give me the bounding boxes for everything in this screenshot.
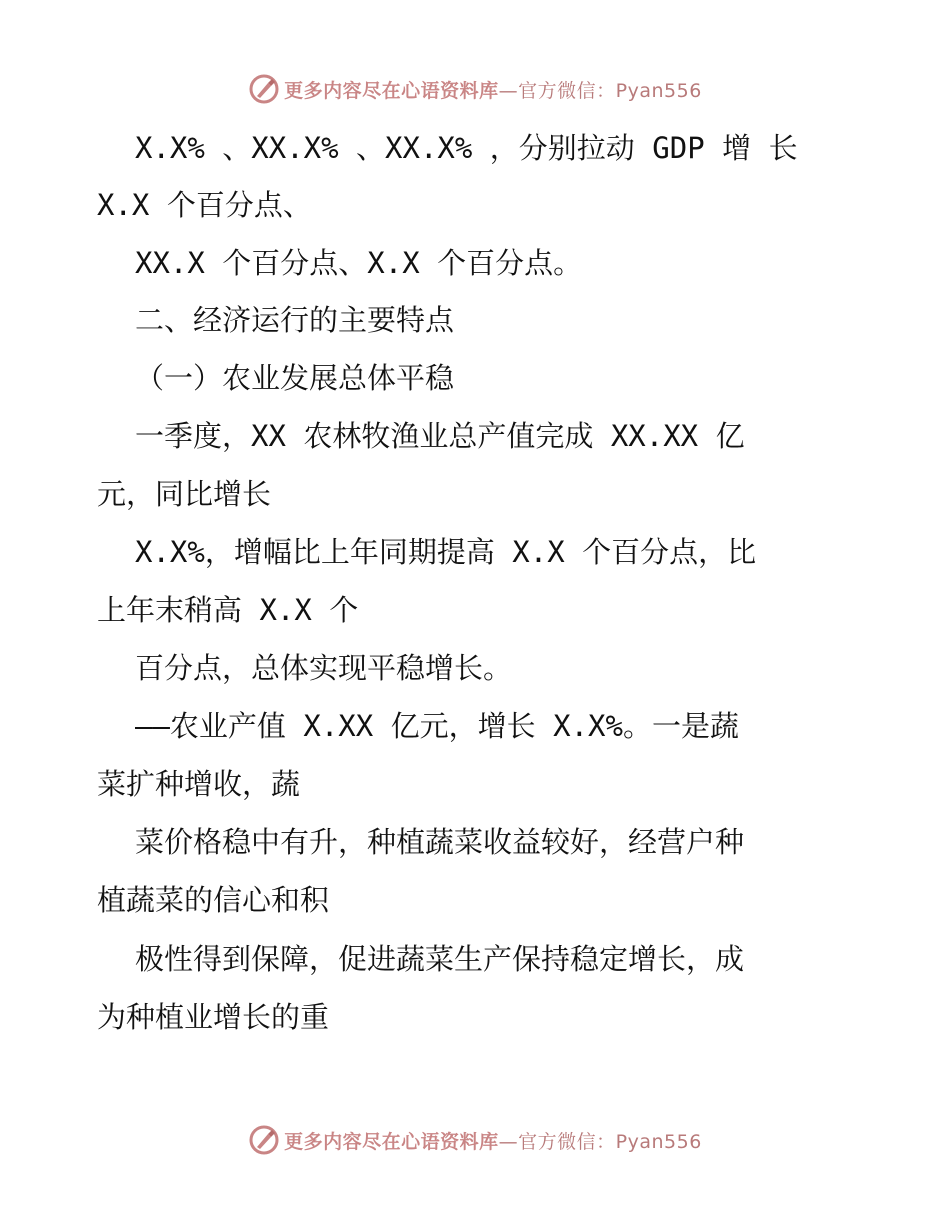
pen-logo-icon [248,1124,280,1156]
text-line: 一季度，XX 农林牧渔业总产值完成 XX.XX 亿 [135,419,745,453]
subsection-heading: （一）农业发展总体平稳 [135,361,455,395]
text-line: 为种植业增长的重 [97,1000,330,1034]
header-watermark [0,72,950,106]
text-line: 上年末稍高 X.X 个 [97,593,359,627]
watermark-text: 更多内容尽在心语资料库—官方微信：Pyan556 [284,79,702,102]
text-line: XX.X 个百分点、X.X 个百分点。 [135,246,583,280]
footer-watermark [0,1123,950,1157]
text-line: X.X 个百分点、 [97,188,312,222]
text-line: 百分点，总体实现平稳增长。 [135,651,513,685]
text-line: 植蔬菜的信心和积 [97,883,330,917]
text-line: 极性得到保障，促进蔬菜生产保持稳定增长，成 [135,942,745,976]
text-line: X.X% 、XX.X% 、XX.X% ，分别拉动 GDP 增 长 [135,131,798,165]
pen-logo-icon [248,73,280,105]
text-line: 菜价格稳中有升，种植蔬菜收益较好，经营户种 [135,825,745,859]
watermark-text: 更多内容尽在心语资料库—官方微信：Pyan556 [284,1130,702,1153]
text-line: X.X%，增幅比上年同期提高 X.X 个百分点，比 [135,535,757,569]
text-line: 元，同比增长 [97,477,272,511]
text-line: 菜扩种增收，蔬 [97,767,301,801]
text-line: ——农业产值 X.XX 亿元，增长 X.X%。一是蔬 [135,709,739,743]
section-heading: 二、经济运行的主要特点 [135,303,455,337]
